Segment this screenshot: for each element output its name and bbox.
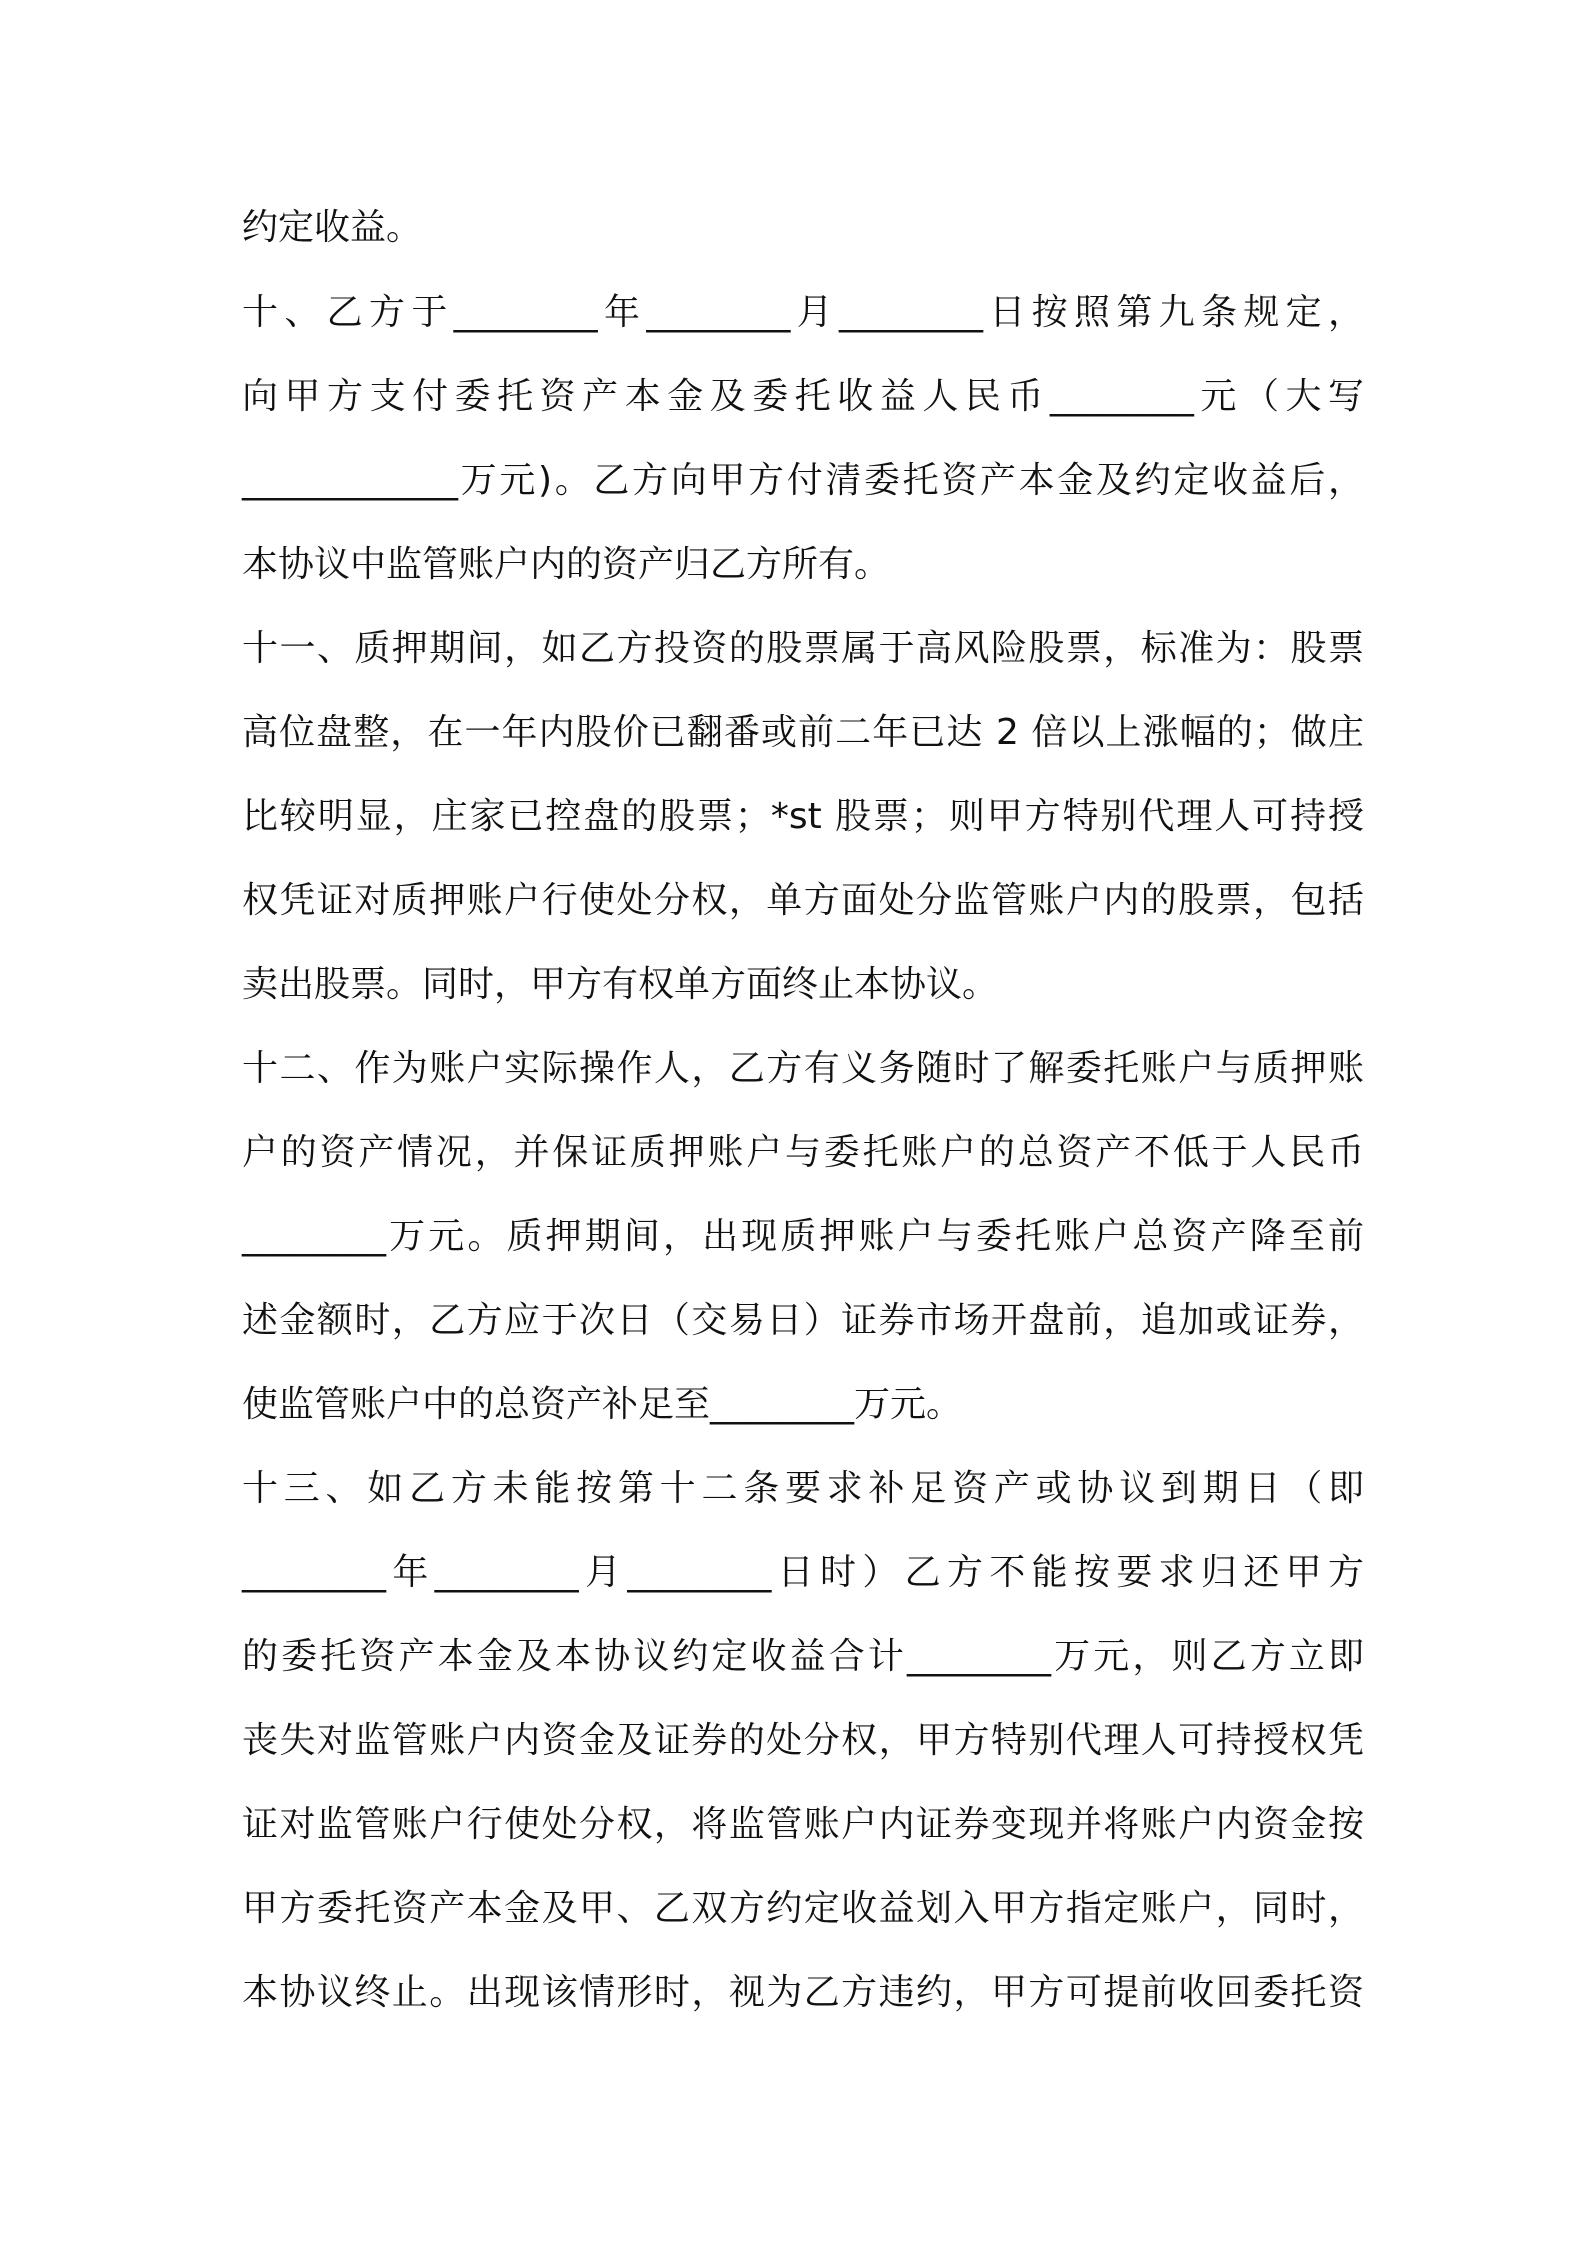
text-line-14: 述金额时，乙方应于次日（交易日）证券市场开盘前，追加或证券， <box>242 1300 1364 1341</box>
text-line-10: 卖出股票。同时，甲方有权单方面终止本协议。 <box>242 964 999 1005</box>
text-line-11: 十二、作为账户实际操作人，乙方有义务随时了解委托账户与质押账 <box>242 1048 1364 1089</box>
text-line-6: 十一、质押期间，如乙方投资的股票属于高风险股票，标准为：股票 <box>242 628 1364 669</box>
text-line-18: 的委托资产本金及本协议约定收益合计________万元，则乙方立即 <box>242 1636 1364 1677</box>
text-line-1: 约定收益。 <box>242 207 423 248</box>
text-line-9: 权凭证对质押账户行使处分权，单方面处分监管账户内的股票，包括 <box>242 880 1364 921</box>
text-line-4: ____________万元)。乙方向甲方付清委托资产本金及约定收益后， <box>242 460 1364 501</box>
text-line-5: 本协议中监管账户内的资产归乙方所有。 <box>242 544 891 585</box>
text-line-3: 向甲方支付委托资产本金及委托收益人民币________元（大写 <box>242 376 1364 417</box>
text-line-22: 本协议终止。出现该情形时，视为乙方违约，甲方可提前收回委托资 <box>242 1972 1364 2013</box>
text-line-13: ________万元。质押期间，出现质押账户与委托账户总资产降至前 <box>242 1216 1364 1257</box>
text-line-17: ________年________月________日时）乙方不能按要求归还甲方 <box>242 1552 1364 1593</box>
text-line-16: 十三、如乙方未能按第十二条要求补足资产或协议到期日（即 <box>242 1468 1364 1509</box>
text-line-15: 使监管账户中的总资产补足至________万元。 <box>242 1384 963 1425</box>
text-line-20: 证对监管账户行使处分权，将监管账户内证券变现并将账户内资金按 <box>242 1804 1364 1845</box>
text-line-21: 甲方委托资产本金及甲、乙双方约定收益划入甲方指定账户，同时， <box>242 1888 1364 1929</box>
text-line-12: 户的资产情况，并保证质押账户与委托账户的总资产不低于人民币 <box>242 1132 1364 1173</box>
text-line-7: 高位盘整，在一年内股价已翻番或前二年已达 2 倍以上涨幅的；做庄 <box>242 712 1364 753</box>
text-line-8: 比较明显，庄家已控盘的股票；*st 股票；则甲方特别代理人可持授 <box>242 796 1364 837</box>
text-line-19: 丧失对监管账户内资金及证券的处分权，甲方特别代理人可持授权凭 <box>242 1720 1364 1761</box>
text-line-2: 十、乙方于________年________月________日按照第九条规定， <box>242 292 1364 333</box>
